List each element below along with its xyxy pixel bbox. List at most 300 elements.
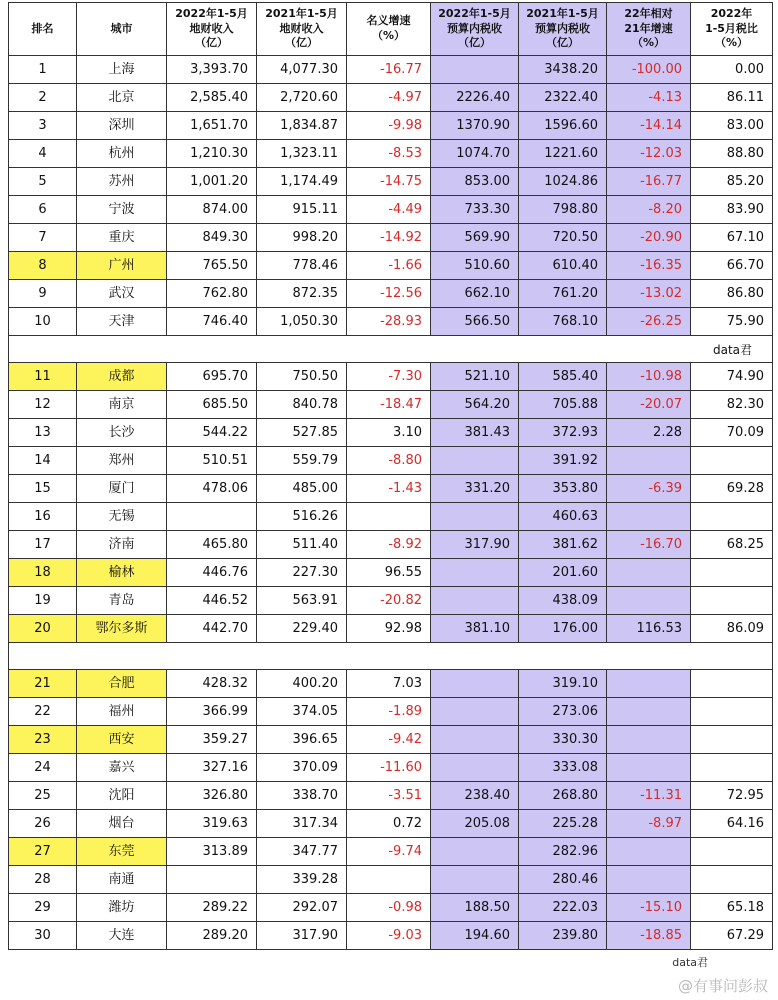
tax-2022-cell: 317.90 xyxy=(431,531,519,559)
fiscal-revenue-table-container xyxy=(8,2,772,950)
tax-ratio-cell: 83.90 xyxy=(691,196,773,224)
revenue-2022-cell: 544.22 xyxy=(167,419,257,447)
revenue-2021-cell: 374.05 xyxy=(257,698,347,726)
table-row xyxy=(9,782,773,810)
revenue-2021-cell: 317.34 xyxy=(257,810,347,838)
tax-2022-cell xyxy=(431,587,519,615)
tax-growth-cell: -4.13 xyxy=(607,84,691,112)
table-row xyxy=(9,894,773,922)
revenue-2022-cell: 765.50 xyxy=(167,252,257,280)
revenue-2022-cell: 319.63 xyxy=(167,810,257,838)
tax-2021-cell: 720.50 xyxy=(519,224,607,252)
growth-cell: 0.72 xyxy=(347,810,431,838)
rank-cell: 11 xyxy=(9,363,77,391)
city-cell: 天津 xyxy=(77,308,167,336)
table-row xyxy=(9,447,773,475)
tax-2021-cell: 280.46 xyxy=(519,866,607,894)
revenue-2021-cell: 915.11 xyxy=(257,196,347,224)
tax-growth-cell: -8.97 xyxy=(607,810,691,838)
tax-2022-cell xyxy=(431,866,519,894)
table-row xyxy=(9,810,773,838)
tax-ratio-cell: 67.10 xyxy=(691,224,773,252)
tax-2021-cell: 201.60 xyxy=(519,559,607,587)
tax-growth-cell xyxy=(607,587,691,615)
tax-2021-cell: 438.09 xyxy=(519,587,607,615)
tax-2021-cell: 3438.20 xyxy=(519,56,607,84)
growth-cell: -9.03 xyxy=(347,922,431,950)
growth-cell: -1.43 xyxy=(347,475,431,503)
tax-ratio-cell: 86.80 xyxy=(691,280,773,308)
tax-growth-cell: -20.90 xyxy=(607,224,691,252)
revenue-2022-cell: 428.32 xyxy=(167,670,257,698)
tax-2021-cell: 1221.60 xyxy=(519,140,607,168)
tax-growth-cell: 2.28 xyxy=(607,419,691,447)
revenue-2021-cell: 292.07 xyxy=(257,894,347,922)
rank-cell: 9 xyxy=(9,280,77,308)
tax-growth-cell: -10.98 xyxy=(607,363,691,391)
growth-cell: -8.80 xyxy=(347,447,431,475)
rank-cell: 16 xyxy=(9,503,77,531)
revenue-2022-cell: 326.80 xyxy=(167,782,257,810)
growth-cell: 92.98 xyxy=(347,615,431,643)
tax-2021-cell: 768.10 xyxy=(519,308,607,336)
tax-growth-cell xyxy=(607,698,691,726)
city-cell: 武汉 xyxy=(77,280,167,308)
city-cell: 沈阳 xyxy=(77,782,167,810)
tax-2022-cell: 331.20 xyxy=(431,475,519,503)
tax-ratio-cell: 85.20 xyxy=(691,168,773,196)
tax-growth-cell xyxy=(607,866,691,894)
tax-2021-cell: 610.40 xyxy=(519,252,607,280)
tax-2022-cell xyxy=(431,670,519,698)
table-row xyxy=(9,587,773,615)
tax-growth-cell: -16.70 xyxy=(607,531,691,559)
tax-2021-cell: 319.10 xyxy=(519,670,607,698)
tax-2022-cell xyxy=(431,726,519,754)
revenue-2021-cell: 229.40 xyxy=(257,615,347,643)
growth-cell: -11.60 xyxy=(347,754,431,782)
revenue-2022-cell: 874.00 xyxy=(167,196,257,224)
city-cell: 郑州 xyxy=(77,447,167,475)
tax-2022-cell: 564.20 xyxy=(431,391,519,419)
revenue-2021-cell: 778.46 xyxy=(257,252,347,280)
rank-cell: 19 xyxy=(9,587,77,615)
city-cell: 合肥 xyxy=(77,670,167,698)
tax-ratio-cell: 86.11 xyxy=(691,84,773,112)
city-cell: 杭州 xyxy=(77,140,167,168)
tax-2022-cell: 566.50 xyxy=(431,308,519,336)
city-cell: 宁波 xyxy=(77,196,167,224)
table-row xyxy=(9,503,773,531)
table-row xyxy=(9,419,773,447)
column-header: 2022年1-5月 预算内税收 （亿） xyxy=(431,3,519,56)
growth-cell: -7.30 xyxy=(347,363,431,391)
revenue-2021-cell: 750.50 xyxy=(257,363,347,391)
tax-ratio-cell xyxy=(691,503,773,531)
rank-cell: 7 xyxy=(9,224,77,252)
tax-2021-cell: 372.93 xyxy=(519,419,607,447)
tax-growth-cell: -16.77 xyxy=(607,168,691,196)
revenue-2022-cell: 1,001.20 xyxy=(167,168,257,196)
tax-growth-cell: -14.14 xyxy=(607,112,691,140)
tax-growth-cell: -11.31 xyxy=(607,782,691,810)
separator-note: data君 xyxy=(712,343,752,357)
tax-ratio-cell: 82.30 xyxy=(691,391,773,419)
revenue-2022-cell: 510.51 xyxy=(167,447,257,475)
city-cell: 东莞 xyxy=(77,838,167,866)
group-separator xyxy=(9,643,773,670)
revenue-2022-cell: 289.22 xyxy=(167,894,257,922)
growth-cell: -8.53 xyxy=(347,140,431,168)
revenue-2022-cell: 685.50 xyxy=(167,391,257,419)
tax-2021-cell: 1596.60 xyxy=(519,112,607,140)
tax-2022-cell: 188.50 xyxy=(431,894,519,922)
table-row xyxy=(9,252,773,280)
table-row xyxy=(9,196,773,224)
revenue-2022-cell: 1,651.70 xyxy=(167,112,257,140)
tax-ratio-cell xyxy=(691,698,773,726)
city-cell: 烟台 xyxy=(77,810,167,838)
city-cell: 嘉兴 xyxy=(77,754,167,782)
column-header: 2021年1-5月 预算内税收 （亿） xyxy=(519,3,607,56)
tax-growth-cell: -100.00 xyxy=(607,56,691,84)
tax-2021-cell: 239.80 xyxy=(519,922,607,950)
tax-2021-cell: 381.62 xyxy=(519,531,607,559)
tax-ratio-cell: 88.80 xyxy=(691,140,773,168)
rank-cell: 21 xyxy=(9,670,77,698)
tax-2021-cell: 273.06 xyxy=(519,698,607,726)
tax-growth-cell: -26.25 xyxy=(607,308,691,336)
tax-2021-cell: 705.88 xyxy=(519,391,607,419)
revenue-2022-cell: 478.06 xyxy=(167,475,257,503)
table-row xyxy=(9,475,773,503)
tax-2022-cell xyxy=(431,447,519,475)
table-row xyxy=(9,56,773,84)
revenue-2021-cell: 1,323.11 xyxy=(257,140,347,168)
column-header: 2022年1-5月 地财收入 （亿） xyxy=(167,3,257,56)
tax-2021-cell: 2322.40 xyxy=(519,84,607,112)
revenue-2022-cell: 442.70 xyxy=(167,615,257,643)
revenue-2021-cell: 338.70 xyxy=(257,782,347,810)
revenue-2022-cell: 695.70 xyxy=(167,363,257,391)
tax-ratio-cell xyxy=(691,587,773,615)
revenue-2021-cell: 347.77 xyxy=(257,838,347,866)
city-cell: 厦门 xyxy=(77,475,167,503)
tax-2021-cell: 391.92 xyxy=(519,447,607,475)
growth-cell: -4.49 xyxy=(347,196,431,224)
revenue-2021-cell: 370.09 xyxy=(257,754,347,782)
rank-cell: 15 xyxy=(9,475,77,503)
revenue-2022-cell: 289.20 xyxy=(167,922,257,950)
tax-ratio-cell: 64.16 xyxy=(691,810,773,838)
revenue-2022-cell: 366.99 xyxy=(167,698,257,726)
tax-growth-cell: -12.03 xyxy=(607,140,691,168)
table-row xyxy=(9,84,773,112)
tax-ratio-cell: 68.25 xyxy=(691,531,773,559)
rank-cell: 2 xyxy=(9,84,77,112)
column-header: 22年相对 21年增速 （%） xyxy=(607,3,691,56)
tax-2022-cell: 238.40 xyxy=(431,782,519,810)
tax-growth-cell: -15.10 xyxy=(607,894,691,922)
city-cell: 成都 xyxy=(77,363,167,391)
table-row xyxy=(9,112,773,140)
tax-growth-cell xyxy=(607,838,691,866)
tax-ratio-cell: 65.18 xyxy=(691,894,773,922)
growth-cell: -8.92 xyxy=(347,531,431,559)
city-cell: 西安 xyxy=(77,726,167,754)
tax-2021-cell: 1024.86 xyxy=(519,168,607,196)
revenue-2021-cell: 998.20 xyxy=(257,224,347,252)
rank-cell: 30 xyxy=(9,922,77,950)
rank-cell: 28 xyxy=(9,866,77,894)
growth-cell: -3.51 xyxy=(347,782,431,810)
tax-2021-cell: 222.03 xyxy=(519,894,607,922)
author-watermark: @有事问彭叔 xyxy=(677,977,768,995)
revenue-2022-cell: 762.80 xyxy=(167,280,257,308)
tax-ratio-cell: 0.00 xyxy=(691,56,773,84)
revenue-2021-cell: 1,050.30 xyxy=(257,308,347,336)
revenue-2021-cell: 339.28 xyxy=(257,866,347,894)
tax-ratio-cell: 83.00 xyxy=(691,112,773,140)
tax-2022-cell: 569.90 xyxy=(431,224,519,252)
city-cell: 苏州 xyxy=(77,168,167,196)
revenue-2021-cell: 559.79 xyxy=(257,447,347,475)
table-row xyxy=(9,615,773,643)
growth-cell: -20.82 xyxy=(347,587,431,615)
growth-cell: -28.93 xyxy=(347,308,431,336)
tax-ratio-cell: 70.09 xyxy=(691,419,773,447)
tax-growth-cell: -20.07 xyxy=(607,391,691,419)
tax-2021-cell: 761.20 xyxy=(519,280,607,308)
rank-cell: 26 xyxy=(9,810,77,838)
tax-growth-cell: -8.20 xyxy=(607,196,691,224)
revenue-2021-cell: 227.30 xyxy=(257,559,347,587)
tax-ratio-cell xyxy=(691,447,773,475)
tax-2022-cell xyxy=(431,698,519,726)
tax-2022-cell: 1370.90 xyxy=(431,112,519,140)
tax-2022-cell: 1074.70 xyxy=(431,140,519,168)
tax-2021-cell: 798.80 xyxy=(519,196,607,224)
revenue-2021-cell: 317.90 xyxy=(257,922,347,950)
tax-growth-cell xyxy=(607,670,691,698)
revenue-2022-cell: 2,585.40 xyxy=(167,84,257,112)
tax-growth-cell xyxy=(607,559,691,587)
growth-cell: 3.10 xyxy=(347,419,431,447)
column-header: 2021年1-5月 地财收入 （亿） xyxy=(257,3,347,56)
city-cell: 重庆 xyxy=(77,224,167,252)
revenue-2022-cell: 849.30 xyxy=(167,224,257,252)
revenue-2022-cell xyxy=(167,503,257,531)
tax-ratio-cell: 86.09 xyxy=(691,615,773,643)
tax-2022-cell: 194.60 xyxy=(431,922,519,950)
revenue-2022-cell: 746.40 xyxy=(167,308,257,336)
growth-cell: -1.66 xyxy=(347,252,431,280)
tax-ratio-cell: 69.28 xyxy=(691,475,773,503)
rank-cell: 12 xyxy=(9,391,77,419)
tax-2022-cell: 521.10 xyxy=(431,363,519,391)
table-row xyxy=(9,391,773,419)
table-row xyxy=(9,140,773,168)
tax-2022-cell: 733.30 xyxy=(431,196,519,224)
growth-cell: -18.47 xyxy=(347,391,431,419)
rank-cell: 3 xyxy=(9,112,77,140)
table-row xyxy=(9,726,773,754)
group-separator xyxy=(9,336,773,363)
revenue-2022-cell: 446.76 xyxy=(167,559,257,587)
tax-2022-cell xyxy=(431,56,519,84)
rank-cell: 25 xyxy=(9,782,77,810)
tax-2022-cell: 662.10 xyxy=(431,280,519,308)
revenue-2021-cell: 527.85 xyxy=(257,419,347,447)
rank-cell: 4 xyxy=(9,140,77,168)
table-row xyxy=(9,559,773,587)
revenue-2022-cell: 3,393.70 xyxy=(167,56,257,84)
tax-ratio-cell xyxy=(691,726,773,754)
table-row xyxy=(9,754,773,782)
rank-cell: 17 xyxy=(9,531,77,559)
table-row xyxy=(9,363,773,391)
rank-cell: 20 xyxy=(9,615,77,643)
tax-ratio-cell xyxy=(691,754,773,782)
tax-ratio-cell xyxy=(691,559,773,587)
tax-2022-cell xyxy=(431,838,519,866)
table-row xyxy=(9,838,773,866)
tax-2021-cell: 585.40 xyxy=(519,363,607,391)
tax-growth-cell: -13.02 xyxy=(607,280,691,308)
table-row xyxy=(9,280,773,308)
revenue-2021-cell: 511.40 xyxy=(257,531,347,559)
column-header: 名义增速 （%） xyxy=(347,3,431,56)
city-cell: 福州 xyxy=(77,698,167,726)
table-body xyxy=(9,56,773,950)
revenue-2022-cell: 1,210.30 xyxy=(167,140,257,168)
revenue-2021-cell: 1,174.49 xyxy=(257,168,347,196)
growth-cell xyxy=(347,503,431,531)
growth-cell: 96.55 xyxy=(347,559,431,587)
tax-growth-cell xyxy=(607,447,691,475)
rank-cell: 1 xyxy=(9,56,77,84)
rank-cell: 8 xyxy=(9,252,77,280)
growth-cell: -9.98 xyxy=(347,112,431,140)
revenue-2022-cell: 313.89 xyxy=(167,838,257,866)
revenue-2021-cell: 872.35 xyxy=(257,280,347,308)
city-cell: 青岛 xyxy=(77,587,167,615)
city-cell: 无锡 xyxy=(77,503,167,531)
table-row xyxy=(9,670,773,698)
revenue-2021-cell: 840.78 xyxy=(257,391,347,419)
city-cell: 北京 xyxy=(77,84,167,112)
rank-cell: 10 xyxy=(9,308,77,336)
revenue-2021-cell: 4,077.30 xyxy=(257,56,347,84)
tax-growth-cell: -16.35 xyxy=(607,252,691,280)
table-row xyxy=(9,308,773,336)
rank-cell: 27 xyxy=(9,838,77,866)
revenue-2021-cell: 1,834.87 xyxy=(257,112,347,140)
tax-2021-cell: 353.80 xyxy=(519,475,607,503)
tax-ratio-cell: 67.29 xyxy=(691,922,773,950)
rank-cell: 14 xyxy=(9,447,77,475)
tax-growth-cell: -18.85 xyxy=(607,922,691,950)
rank-cell: 22 xyxy=(9,698,77,726)
city-cell: 济南 xyxy=(77,531,167,559)
city-cell: 上海 xyxy=(77,56,167,84)
revenue-2021-cell: 485.00 xyxy=(257,475,347,503)
city-cell: 南京 xyxy=(77,391,167,419)
tax-2021-cell: 268.80 xyxy=(519,782,607,810)
revenue-2022-cell xyxy=(167,866,257,894)
rank-cell: 5 xyxy=(9,168,77,196)
tax-2022-cell: 2226.40 xyxy=(431,84,519,112)
rank-cell: 29 xyxy=(9,894,77,922)
tax-2022-cell: 381.43 xyxy=(431,419,519,447)
revenue-2022-cell: 446.52 xyxy=(167,587,257,615)
city-cell: 潍坊 xyxy=(77,894,167,922)
tax-growth-cell xyxy=(607,726,691,754)
table-row xyxy=(9,698,773,726)
tax-2021-cell: 333.08 xyxy=(519,754,607,782)
growth-cell: -4.97 xyxy=(347,84,431,112)
growth-cell xyxy=(347,866,431,894)
tax-ratio-cell: 72.95 xyxy=(691,782,773,810)
revenue-2021-cell: 400.20 xyxy=(257,670,347,698)
revenue-2021-cell: 563.91 xyxy=(257,587,347,615)
column-header: 2022年 1-5月税比 （%） xyxy=(691,3,773,56)
table-row xyxy=(9,531,773,559)
header-row xyxy=(9,3,773,56)
tax-2022-cell: 205.08 xyxy=(431,810,519,838)
growth-cell: -12.56 xyxy=(347,280,431,308)
city-cell: 广州 xyxy=(77,252,167,280)
table-row xyxy=(9,224,773,252)
tax-2022-cell: 853.00 xyxy=(431,168,519,196)
tax-ratio-cell: 75.90 xyxy=(691,308,773,336)
tax-ratio-cell xyxy=(691,670,773,698)
tax-growth-cell: -6.39 xyxy=(607,475,691,503)
tax-growth-cell xyxy=(607,754,691,782)
revenue-2021-cell: 396.65 xyxy=(257,726,347,754)
column-header: 排名 xyxy=(9,3,77,56)
tax-2022-cell xyxy=(431,503,519,531)
revenue-2021-cell: 2,720.60 xyxy=(257,84,347,112)
tax-2021-cell: 225.28 xyxy=(519,810,607,838)
rank-cell: 24 xyxy=(9,754,77,782)
tax-2021-cell: 282.96 xyxy=(519,838,607,866)
separator-cell xyxy=(9,336,773,363)
growth-cell: -14.75 xyxy=(347,168,431,196)
tax-ratio-cell: 66.70 xyxy=(691,252,773,280)
tax-growth-cell: 116.53 xyxy=(607,615,691,643)
table-row xyxy=(9,866,773,894)
revenue-2022-cell: 359.27 xyxy=(167,726,257,754)
revenue-2022-cell: 327.16 xyxy=(167,754,257,782)
fiscal-revenue-table xyxy=(8,2,773,950)
tax-growth-cell xyxy=(607,503,691,531)
city-cell: 深圳 xyxy=(77,112,167,140)
rank-cell: 6 xyxy=(9,196,77,224)
tax-ratio-cell xyxy=(691,866,773,894)
tax-2022-cell xyxy=(431,754,519,782)
tax-2021-cell: 330.30 xyxy=(519,726,607,754)
rank-cell: 18 xyxy=(9,559,77,587)
tax-ratio-cell xyxy=(691,838,773,866)
growth-cell: -1.89 xyxy=(347,698,431,726)
growth-cell: -14.92 xyxy=(347,224,431,252)
city-cell: 长沙 xyxy=(77,419,167,447)
tax-2021-cell: 176.00 xyxy=(519,615,607,643)
tax-2021-cell: 460.63 xyxy=(519,503,607,531)
tax-2022-cell xyxy=(431,559,519,587)
table-row xyxy=(9,922,773,950)
